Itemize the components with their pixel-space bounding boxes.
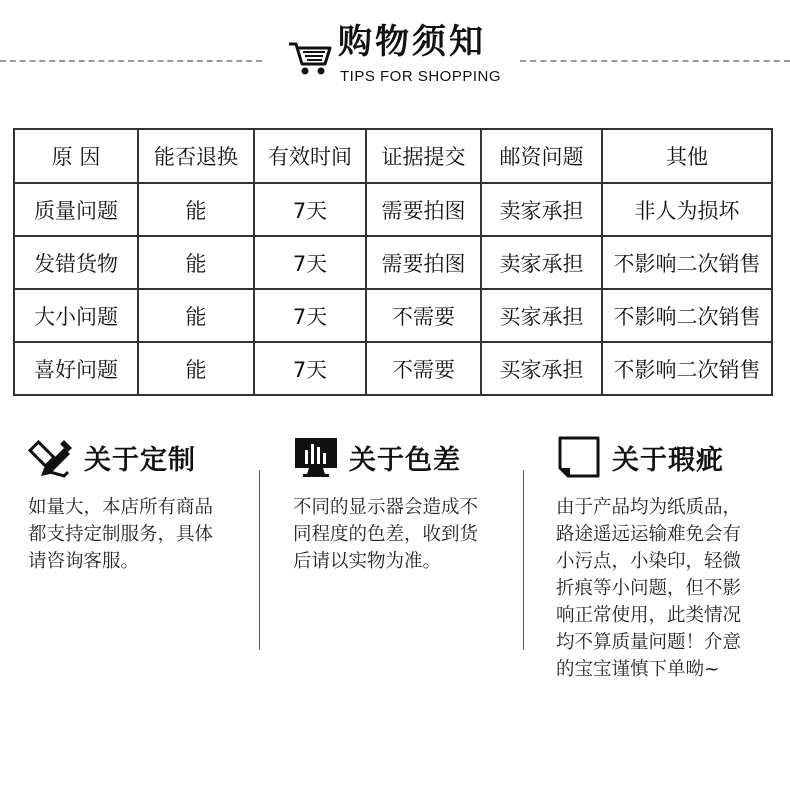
table-header-row — [14, 129, 772, 183]
table-cell: 能 — [138, 289, 254, 342]
section-text — [556, 494, 786, 683]
table-cell: 能 — [138, 183, 254, 236]
table-row — [14, 236, 772, 289]
table-cell: 需要拍图 — [366, 183, 481, 236]
header-divider-right — [520, 60, 790, 62]
shopping-cart-icon — [287, 34, 333, 80]
text-line: 都支持定制服务，具体 — [28, 524, 214, 545]
text-line: 路途遥远运输难免会有 — [556, 524, 742, 545]
table-cell: 买家承担 — [481, 342, 602, 395]
text-line: 折痕等小问题，但不影 — [556, 578, 742, 599]
section-divider — [259, 470, 260, 650]
table-row — [14, 183, 772, 236]
text-line: 均不算质量问题！介意 — [556, 632, 742, 653]
table-cell: 喜好问题 — [14, 342, 138, 395]
table-cell: 7天 — [254, 289, 366, 342]
table-cell: 大小问题 — [14, 289, 138, 342]
header-divider-left — [0, 60, 262, 62]
text-line: 请咨询客服。 — [28, 551, 140, 572]
table-cell: 7天 — [254, 236, 366, 289]
text-line: 由于产品均为纸质品， — [556, 497, 742, 518]
column-header: 原 因 — [14, 129, 138, 183]
section-customization — [28, 432, 253, 575]
page-subtitle: TIPS FOR SHOPPING — [340, 68, 502, 85]
text-line: 不同的显示器会造成不 — [293, 497, 479, 518]
table-cell: 发错货物 — [14, 236, 138, 289]
table-cell: 能 — [138, 236, 254, 289]
text-line: 小污点，小染印，轻微 — [556, 551, 742, 572]
paper-corner-icon — [556, 434, 602, 480]
table-cell: 不需要 — [366, 289, 481, 342]
table-cell: 不影响二次销售 — [602, 289, 772, 342]
table-cell: 质量问题 — [14, 183, 138, 236]
table-cell: 卖家承担 — [481, 236, 602, 289]
section-divider — [523, 470, 524, 650]
column-header: 能否退换 — [138, 129, 254, 183]
table-cell: 买家承担 — [481, 289, 602, 342]
section-flaws — [556, 432, 786, 683]
column-header: 证据提交 — [366, 129, 481, 183]
text-line: 如量大，本店所有商品 — [28, 497, 214, 518]
table-cell: 7天 — [254, 342, 366, 395]
text-line: 后请以实物为准。 — [293, 551, 442, 572]
table-cell: 需要拍图 — [366, 236, 481, 289]
table-cell: 不影响二次销售 — [602, 342, 772, 395]
table-cell: 7天 — [254, 183, 366, 236]
section-title: 关于定制 — [84, 444, 196, 476]
table-cell: 不影响二次销售 — [602, 236, 772, 289]
section-color-difference — [293, 432, 518, 575]
table-cell: 能 — [138, 342, 254, 395]
text-line: 响正常使用，此类情况 — [556, 605, 742, 626]
policy-table — [13, 128, 773, 396]
section-text — [28, 494, 253, 575]
page-title: 购物须知 — [338, 22, 486, 62]
section-title: 关于瑕疵 — [612, 444, 724, 476]
text-line: 同程度的色差，收到货 — [293, 524, 479, 545]
table-row — [14, 342, 772, 395]
pencil-ruler-icon — [28, 434, 74, 480]
table-cell: 不需要 — [366, 342, 481, 395]
column-header: 其他 — [602, 129, 772, 183]
section-title: 关于色差 — [349, 444, 461, 476]
monitor-icon — [293, 434, 339, 480]
table-row — [14, 289, 772, 342]
text-line: 的宝宝谨慎下单呦~ — [556, 659, 720, 680]
section-text — [293, 494, 518, 575]
table-cell: 卖家承担 — [481, 183, 602, 236]
column-header: 有效时间 — [254, 129, 366, 183]
table-cell: 非人为损坏 — [602, 183, 772, 236]
column-header: 邮资问题 — [481, 129, 602, 183]
